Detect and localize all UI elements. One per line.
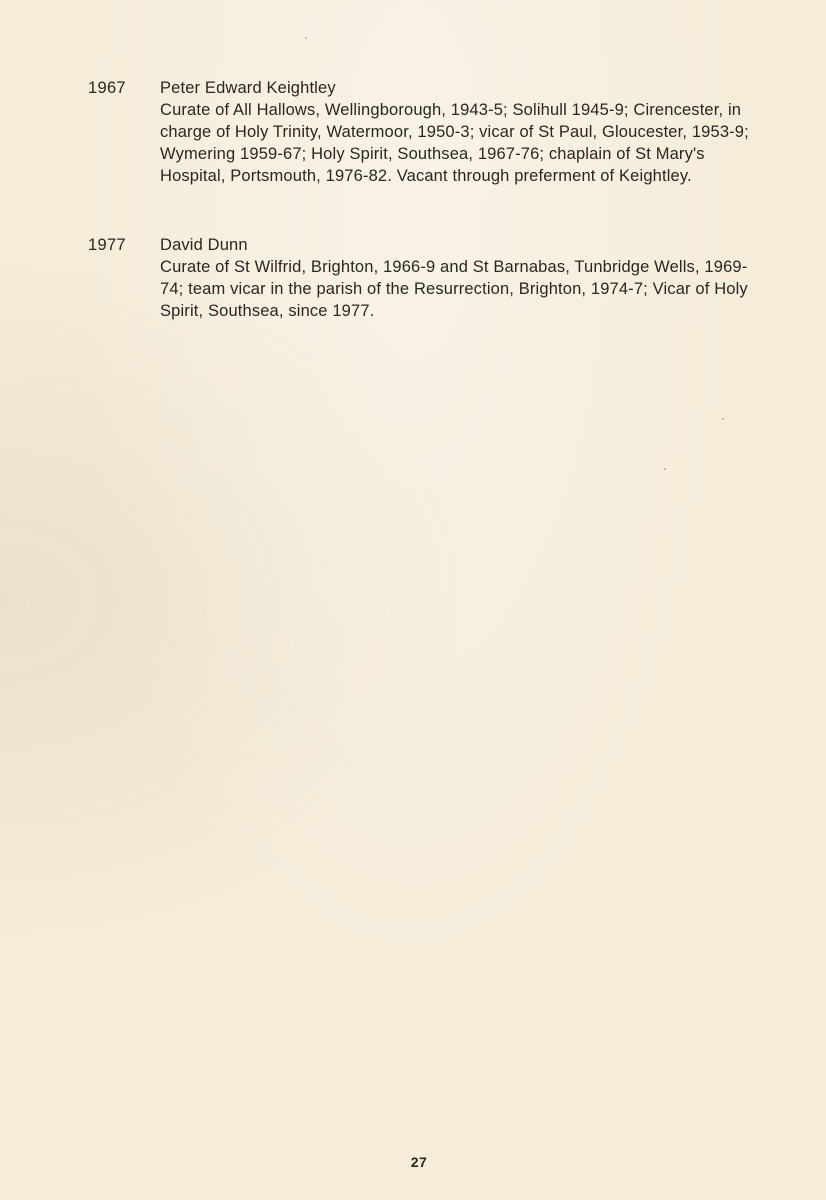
entry-body: [160, 234, 768, 322]
incumbent-entry: [88, 77, 768, 187]
incumbent-entry: [88, 234, 768, 322]
incumbent-details: Curate of St Wilfrid, Brighton, 1966-9 and St Barnabas, Tunbridge Wells, 1969-74; team vicar in the parish of the Resurrection, Brighton, 1974-7; Vicar of Holy Spirit, Southsea, since 1977.: [160, 258, 748, 320]
entry-year: 1977: [88, 236, 126, 254]
incumbent-name: Peter Edward Keightley: [160, 79, 336, 97]
page-number: 27: [410, 1154, 428, 1170]
entry-year: 1967: [88, 79, 126, 97]
entry-body: [160, 77, 768, 187]
paper-speck: [722, 418, 724, 420]
incumbent-details: Curate of All Hallows, Wellingborough, 1943-5; Solihull 1945-9; Cirencester, in charge of Holy Trinity, Watermoor, 1950-3; vicar of St Paul, Gloucester, 1953-9; Wymering 1959-67; Holy Spirit, Southsea, 1967-76; chaplain of St Mary's Hospital, Portsmouth, 1976-82. Vacant through preferment of Keightley.: [160, 101, 749, 185]
paper-speck: [664, 468, 666, 470]
paper-speck: [305, 37, 307, 39]
incumbent-name: David Dunn: [160, 236, 248, 254]
